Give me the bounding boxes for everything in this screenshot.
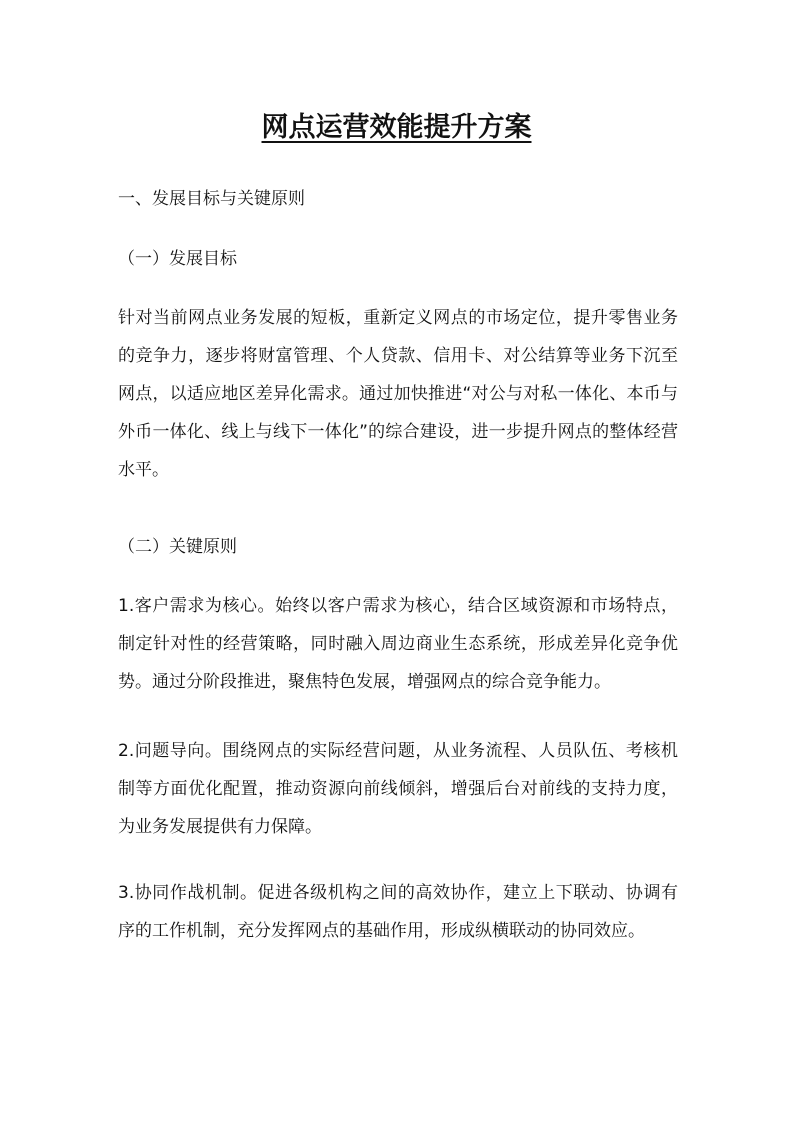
principle-paragraph-1: 1.客户需求为核心。始终以客户需求为核心，结合区域资源和市场特点，制定针对性的经营策略，同时融入周边商业生态系统，形成差异化竞争优势。通过分阶段推进，聚焦特色发展，增强网点的综合竞争能力。: [118, 596, 678, 692]
document-title-text: 网点运营效能提升方案: [261, 112, 532, 143]
document-title: [0, 108, 793, 148]
goals-paragraph: 针对当前网点业务发展的短板，重新定义网点的市场定位，提升零售业务的竞争力，逐步将财富管理、个人贷款、信用卡、对公结算等业务下沉至网点，以适应地区差异化需求。通过加快推进“对公与对私一体化、本币与外币一体化、线上与线下一体化”的综合建设，进一步提升网点的整体经营水平。: [118, 308, 678, 480]
section-heading: 一、发展目标与关键原则: [118, 189, 305, 209]
subsection-heading-principles: （二）关键原则: [118, 537, 237, 557]
principle-paragraph-3: 3.协同作战机制。促进各级机构之间的高效协作，建立上下联动、协调有序的工作机制，充分发挥网点的基础作用，形成纵横联动的协同效应。: [118, 883, 678, 941]
principle-paragraph-2: 2.问题导向。围绕网点的实际经营问题，从业务流程、人员队伍、考核机制等方面优化配置，推动资源向前线倾斜，增强后台对前线的支持力度，为业务发展提供有力保障。: [118, 741, 678, 837]
subsection-heading-goals: （一）发展目标: [118, 249, 237, 269]
